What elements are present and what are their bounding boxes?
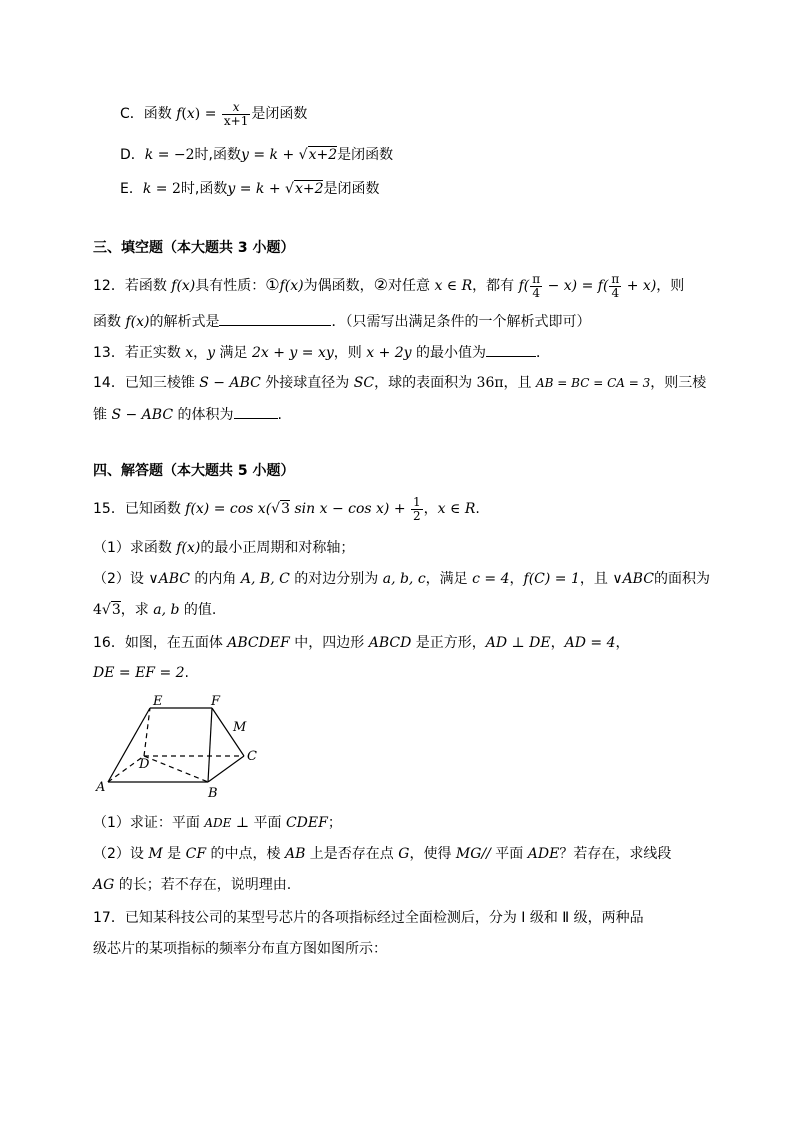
edge-de (144, 708, 150, 756)
answer-blank[interactable] (486, 342, 536, 357)
question-16-part-2-line-2: AG 的长；若不存在，说明理由. (93, 877, 292, 893)
option-e: E．k = 2时,函数y = k + √x+2是闭函数 (120, 181, 380, 197)
question-15-part-2: （2）设 ∨ABC 的内角 A, B, C 的对边分别为 a, b, c，满足 c = 4，f(C) = 1，且 ∨ABC的面积为 (93, 571, 710, 587)
option-d: D．k = −2时,函数y = k + √x+2是闭函数 (120, 147, 394, 163)
question-14-line-2: 锥 S − ABC 的体积为 . (93, 404, 282, 425)
question-15-part-2-line-2: 4√3，求 a, b 的值. (93, 602, 217, 618)
answer-blank[interactable] (219, 311, 331, 326)
question-17-line-2: 级芯片的某项指标的频率分布直方图如图所示： (93, 941, 387, 957)
question-12-line-2: 函数 f(x)的解析式是 ．（只需写出满足条件的一个解析式即可） (93, 311, 590, 332)
question-14-line-1: 14．已知三棱锥 S − ABC 外接球直径为 SC，球的表面积为 36π，且 AB = BC = CA = 3，则三棱 (93, 375, 707, 391)
question-15-part-1: （1）求函数 f(x)的最小正周期和对称轴； (93, 540, 355, 556)
question-16-line-1: 16．如图，在五面体 ABCDEF 中，四边形 ABCD 是正方形，AD ⊥ DE，AD = 4， (93, 635, 630, 651)
pentahedron-figure (90, 690, 280, 805)
question-16-part-1: （1）求证：平面 ADE ⊥ 平面 CDEF； (93, 815, 342, 831)
vertex-label-m: M (233, 720, 247, 735)
vertex-label-f: F (211, 694, 221, 709)
vertex-label-a: A (96, 780, 106, 795)
question-15: 15．已知函数 f(x) = cos x(√3 sin x − cos x) + $\frac{1}{2}$ ，x ∈ R. (93, 494, 480, 523)
answer-blank[interactable] (234, 404, 278, 419)
edge-bc (208, 756, 244, 782)
fraction: $\frac{x}{x+1}$ (223, 99, 249, 128)
section-3-heading: 三、填空题（本大题共 3 小题） (93, 240, 295, 256)
question-17-line-1: 17．已知某科技公司的某型号芯片的各项指标经过全面检测后，分为 Ⅰ 级和 Ⅱ 级，两种品 (93, 910, 644, 926)
section-4-heading: 四、解答题（本大题共 5 小题） (93, 463, 295, 479)
question-12-line-1: 12．若函数 f(x)具有性质：①f(x)为偶函数，②对任意 x ∈ R，都有 f( $\frac{\pi}{4}$ − x) = f( $\frac{\pi}{4}$ + x)，则 (93, 271, 685, 300)
edge-db (144, 756, 208, 782)
vertex-label-c: C (247, 749, 257, 764)
vertex-label-e: E (153, 694, 163, 709)
vertex-label-d: D (139, 757, 150, 772)
question-16-line-2: DE = EF = 2. (93, 665, 189, 681)
question-16-part-2: （2）设 M 是 CF 的中点，棱 AB 上是否存在点 G，使得 MG// 平面 ADE？若存在，求线段 (93, 846, 672, 862)
vertex-label-b: B (208, 786, 218, 801)
question-13: 13．若正实数 x，y 满足 2x + y = xy，则 x + 2y 的最小值为 ． (93, 342, 550, 363)
edge-fb (208, 708, 212, 782)
option-c: C．函数 f(x) = $\frac{x}{x+1}$ 是闭函数 (120, 99, 308, 128)
